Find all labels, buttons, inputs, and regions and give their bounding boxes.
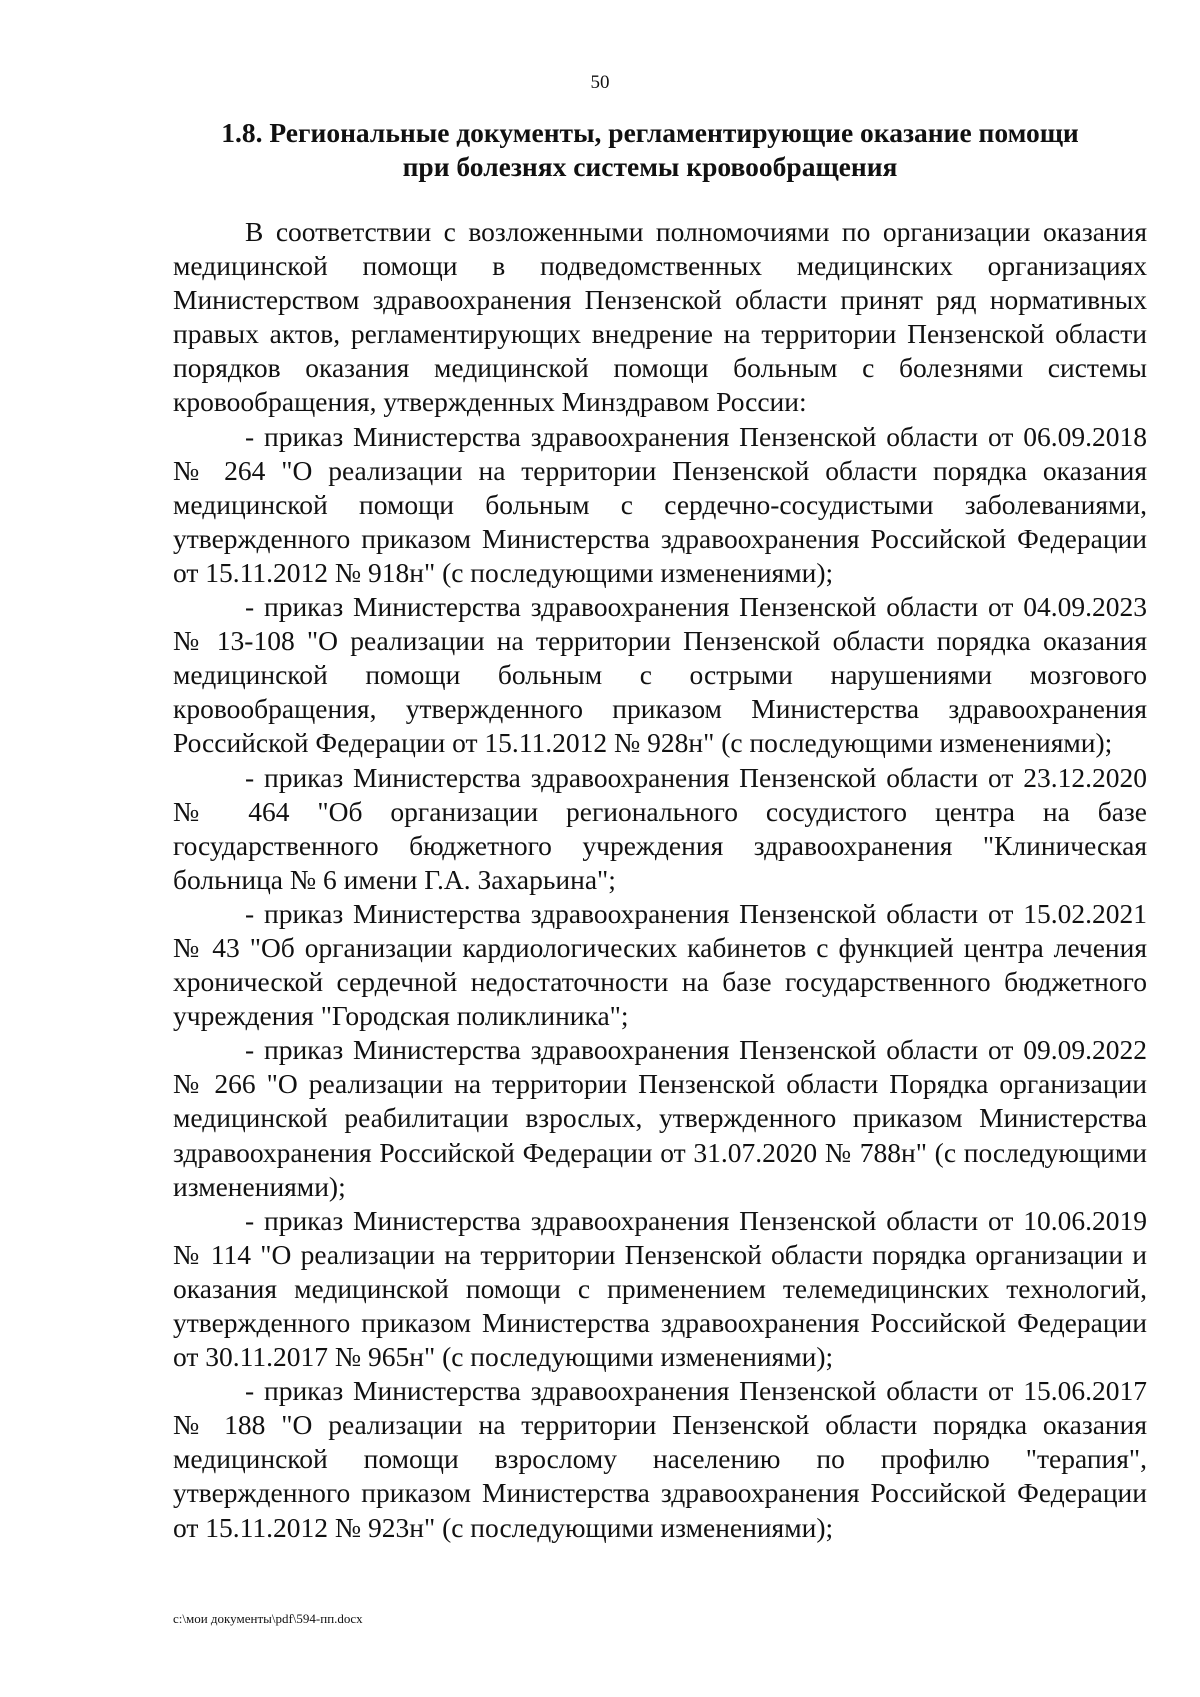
- order-item-1: - приказ Министерства здравоохранения Пензенской области от 06.09.2018 № 264 "О реализации на территории Пензенской области порядка оказания медицинской помощи больным с сердечно-сосудистыми заболеваниями, утвержденного приказом Министерства здравоохранения Российской Федерации от 15.11.2012 № 918н" (с последующими изменениями);: [173, 420, 1147, 588]
- order-item-3: - приказ Министерства здравоохранения Пензенской области от 23.12.2020 № 464 "Об организации регионального сосудистого центра на базе государственного бюджетного учреждения здравоохранения "Клиническая больница № 6 имени Г.А. Захарьина";: [173, 761, 1147, 895]
- order-item-5: - приказ Министерства здравоохранения Пензенской области от 09.09.2022 № 266 "О реализации на территории Пензенской области Порядка организации медицинской реабилитации взрослых, утвержденного приказом Министерства здравоохранения Российской Федерации от 31.07.2020 № 788н" (с последующими изменениями);: [173, 1034, 1147, 1202]
- document-body: [173, 215, 1147, 1545]
- order-item-4: - приказ Министерства здравоохранения Пензенской области от 15.02.2021 № 43 "Об организации кардиологических кабинетов с функцией центра лечения хронической сердечной недостаточности на базе государственного бюджетного учреждения "Городская поликлиника";: [173, 897, 1147, 1032]
- order-item-6: - приказ Министерства здравоохранения Пензенской области от 10.06.2019 № 114 "О реализации на территории Пензенской области порядка организации и оказания медицинской помощи с применением телемедицинских технологий, утвержденного приказом Министерства здравоохранения Российской Федерации от 30.11.2017 № 965н" (с последующими изменениями);: [173, 1204, 1147, 1373]
- order-item-2: - приказ Министерства здравоохранения Пензенской области от 04.09.2023 № 13-108 "О реализации на территории Пензенской области порядка оказания медицинской помощи больным с острыми нарушениями мозгового кровообращения, утвержденного приказом Министерства здравоохранения Российской Федерации от 15.11.2012 № 928н" (с последующими изменениями);: [173, 591, 1147, 759]
- section-heading-line-2: при болезнях системы кровообращения: [402, 151, 898, 182]
- page-number: 50: [590, 72, 610, 93]
- section-heading-line-1: 1.8. Региональные документы, регламентирующие оказание помощи: [221, 117, 1079, 148]
- order-item-7: - приказ Министерства здравоохранения Пензенской области от 15.06.2017 № 188 "О реализации на территории Пензенской области порядка оказания медицинской помощи взрослому населению по профилю "терапия", утвержденного приказом Министерства здравоохранения Российской Федерации от 15.11.2012 № 923н" (с последующими изменениями);: [173, 1375, 1147, 1543]
- intro-paragraph: В соответствии с возложенными полномочиями по организации оказания медицинской помощи в подведомственных медицинских организациях Министерством здравоохранения Пензенской области принят ряд нормативных правых актов, регламентирующих внедрение на территории Пензенской области порядков оказания медицинской помощи больным с болезнями системы кровообращения, утвержденных Минздравом России:: [173, 216, 1147, 418]
- section-heading: [170, 116, 1130, 184]
- footer-file-path: c:\мои документы\pdf\594-пп.docx: [173, 1611, 363, 1626]
